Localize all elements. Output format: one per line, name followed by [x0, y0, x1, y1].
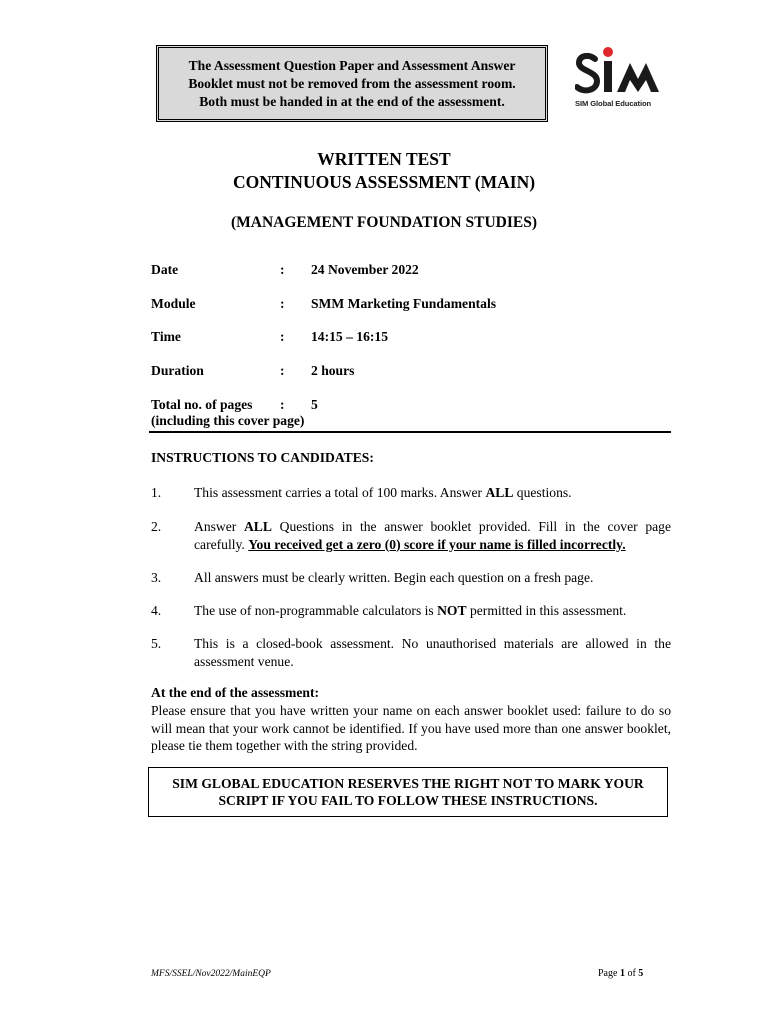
sim-logo-icon	[575, 45, 665, 99]
notice-line-1: The Assessment Question Paper and Assessment Answer	[188, 57, 516, 73]
instruction-number: 3.	[151, 570, 162, 585]
instruction-number: 5.	[151, 636, 162, 651]
time-value: 14:15 – 16:15	[311, 329, 389, 344]
document-code: MFS/SSEL/Nov2022/MainEQP	[151, 969, 271, 979]
removal-notice-box	[156, 45, 548, 122]
instruction-text: Questions in the answer booklet provided. Fill in the cover page carefully.	[194, 519, 671, 552]
module-label: Module	[151, 296, 196, 311]
notice-line-2: Booklet must not be removed from the assessment room.	[188, 75, 516, 91]
instruction-text: permitted in this assessment.	[466, 603, 627, 618]
instruction-item-4	[151, 602, 671, 620]
title-continuous-assessment: CONTINUOUS ASSESSMENT (MAIN)	[232, 172, 536, 192]
time-label: Time	[151, 329, 181, 344]
page-number	[598, 968, 643, 979]
time-colon: :	[280, 329, 285, 344]
instruction-item-1	[151, 484, 671, 502]
programme-title: (MANAGEMENT FOUNDATION STUDIES)	[230, 214, 537, 231]
instructions-heading: INSTRUCTIONS TO CANDIDATES:	[151, 450, 374, 465]
pages-note: (including this cover page)	[151, 413, 305, 428]
end-of-assessment-text: Please ensure that you have written your name on each answer booklet used: failure to do so will mean that your work cannot be identified. If you have used more than one answer booklet, please tie them together with the string provided.	[151, 703, 671, 753]
pages-label: Total no. of pages	[151, 397, 253, 412]
warning-line-2: SCRIPT IF YOU FAIL TO FOLLOW THESE INSTRUCTIONS.	[218, 793, 598, 808]
page-current: 1	[619, 968, 625, 979]
module-value: SMM Marketing Fundamentals	[311, 296, 497, 311]
end-of-assessment-heading: At the end of the assessment:	[151, 685, 320, 700]
instruction-item-5	[151, 635, 671, 670]
pages-row	[151, 397, 318, 413]
instruction-text: Answer	[194, 519, 244, 534]
instruction-text: All answers must be clearly written. Begin each question on a fresh page.	[194, 570, 594, 585]
divider-rule	[149, 431, 671, 433]
instruction-number: 4.	[151, 603, 162, 618]
instruction-item-3	[151, 569, 671, 587]
duration-label: Duration	[151, 363, 204, 378]
title-written-test: WRITTEN TEST	[317, 149, 451, 169]
warning-line-1: SIM GLOBAL EDUCATION RESERVES THE RIGHT NOT TO MARK YOUR	[172, 775, 644, 791]
duration-colon: :	[280, 363, 285, 378]
notice-line-3: Both must be handed in at the end of the assessment.	[199, 93, 505, 109]
marking-warning-box	[148, 767, 668, 817]
date-colon: :	[280, 262, 285, 277]
instruction-text: This assessment carries a total of 100 marks. Answer	[194, 485, 486, 500]
instruction-text: questions.	[513, 485, 572, 500]
module-colon: :	[280, 296, 285, 311]
page-of: of	[627, 968, 636, 979]
instruction-number: 1.	[151, 485, 162, 500]
logo-caption: SIM Global Education	[575, 99, 652, 108]
sim-logo	[575, 45, 665, 113]
pages-value: 5	[311, 397, 318, 412]
instruction-text: The use of non-programmable calculators is	[194, 603, 438, 618]
zero-score-warning: You received get a zero (0) score if your name is filled incorrectly.	[248, 536, 626, 552]
instruction-emphasis: NOT	[437, 603, 467, 618]
date-label: Date	[151, 262, 179, 277]
duration-value: 2 hours	[311, 363, 355, 378]
instruction-item-2	[151, 518, 671, 553]
pages-colon: :	[280, 397, 285, 412]
instruction-emphasis: ALL	[485, 485, 514, 500]
instruction-text: This is a closed-book assessment. No unauthorised materials are allowed in the assessment venue.	[194, 636, 671, 669]
instruction-emphasis: ALL	[243, 519, 272, 534]
instruction-number: 2.	[151, 519, 162, 534]
page-total: 5	[638, 968, 644, 979]
date-value: 24 November 2022	[311, 262, 419, 277]
page-word: Page	[598, 968, 618, 979]
